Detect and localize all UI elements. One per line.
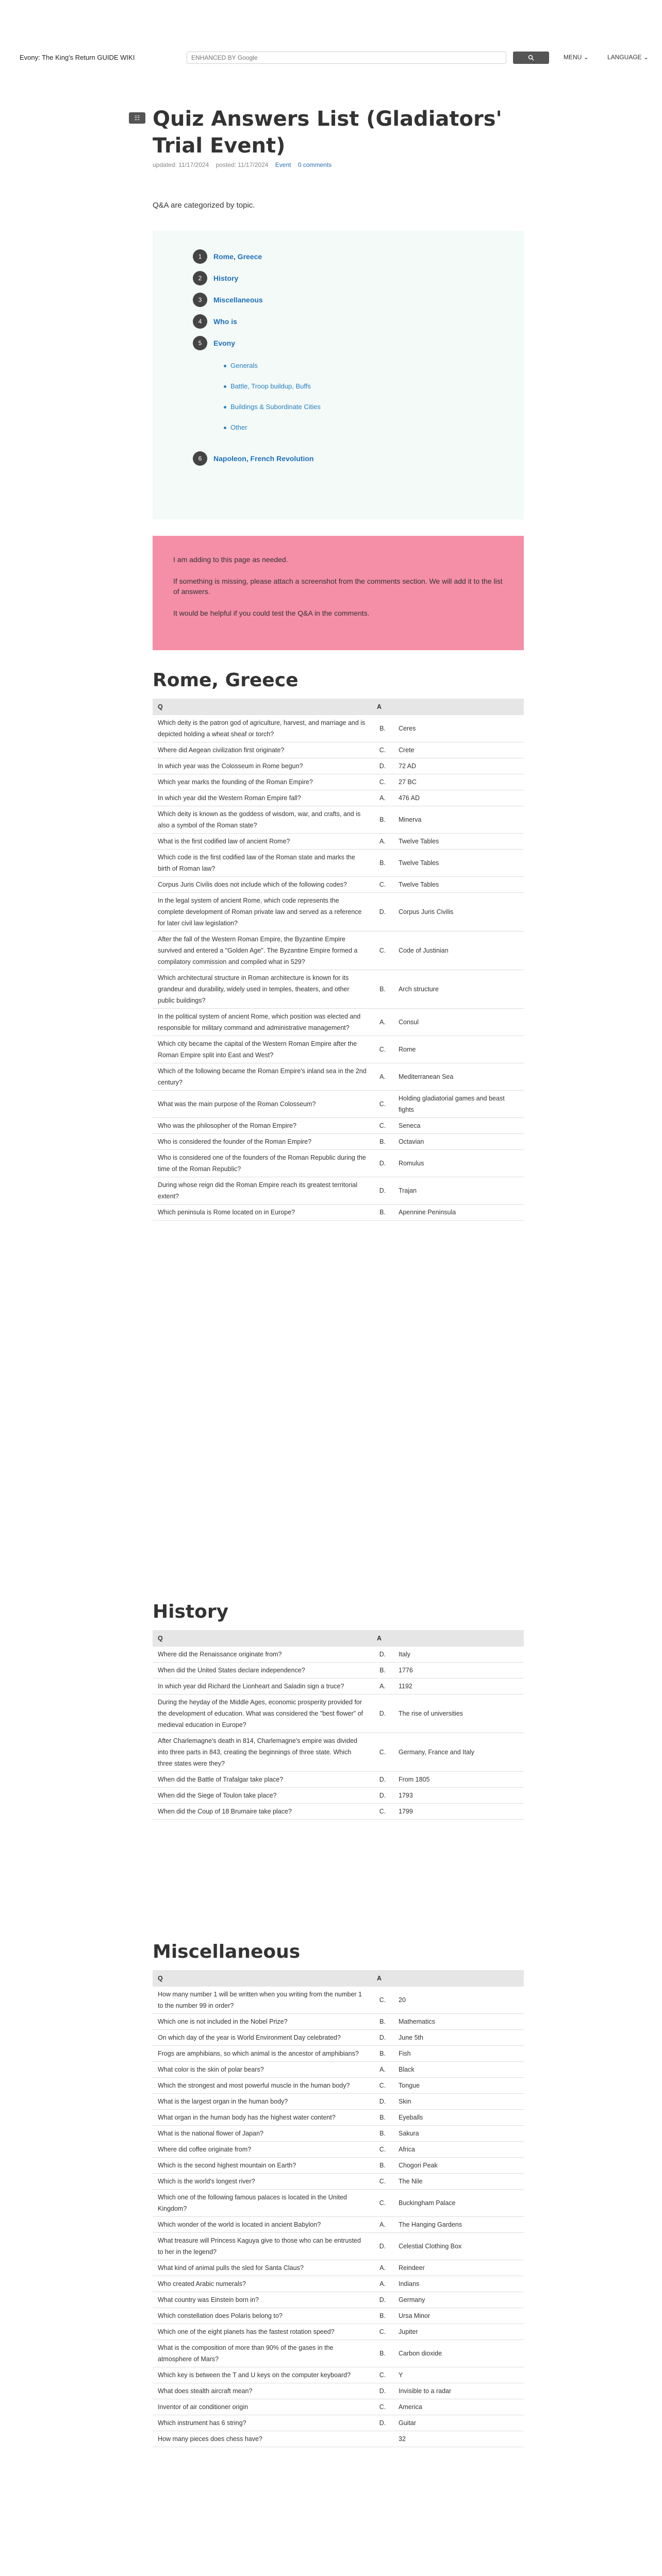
toc-number: 2 [193, 271, 207, 285]
option-letter-cell: B. [372, 2158, 393, 2174]
answer-cell: Celestial Clothing Box [393, 2233, 524, 2260]
toc-subitem-generals[interactable] [224, 362, 258, 369]
option-letter-cell: D. [372, 1788, 393, 1804]
toc-sublink[interactable]: Generals [230, 362, 258, 369]
question-cell: Frogs are amphibians, so which animal is the ancestor of amphibians? [153, 2046, 372, 2062]
option-letter-cell: B. [372, 1134, 393, 1150]
answer-cell: Code of Justinian [393, 931, 524, 970]
answer-cell: Trajan [393, 1177, 524, 1205]
option-letter-cell: C. [372, 1804, 393, 1820]
option-letter-cell: D. [372, 2383, 393, 2399]
table-row [153, 2014, 524, 2030]
table-row [153, 2046, 524, 2062]
answer-cell: Ursa Minor [393, 2308, 524, 2324]
option-letter-cell: B. [372, 1663, 393, 1679]
question-cell: Inventor of air conditioner origin [153, 2399, 372, 2415]
toc-sublink[interactable]: Other [230, 423, 247, 431]
answer-cell: Mediterranean Sea [393, 1063, 524, 1091]
table-row [153, 1205, 524, 1221]
question-cell: Where did coffee originate from? [153, 2142, 372, 2158]
option-letter-cell: B. [372, 970, 393, 1009]
section-title-miscellaneous: Miscellaneous [153, 1941, 301, 1962]
answer-cell: Italy [393, 1647, 524, 1663]
question-cell: What kind of animal pulls the sled for Santa Claus? [153, 2260, 372, 2276]
question-cell: Who was the philosopher of the Roman Empire? [153, 1118, 372, 1134]
question-cell: When did the Siege of Toulon take place? [153, 1788, 372, 1804]
toc-number: 1 [193, 249, 207, 264]
comments-link[interactable]: 0 comments [297, 161, 332, 168]
bullet-icon [224, 385, 226, 388]
intro-text: Q&A are categorized by topic. [153, 201, 255, 210]
language-button[interactable] [607, 54, 649, 61]
option-letter-cell: A. [372, 790, 393, 806]
option-letter-cell: B. [372, 1205, 393, 1221]
table-row [153, 2367, 524, 2383]
table-row [153, 2340, 524, 2367]
search-icon [528, 55, 534, 61]
question-cell: What is the largest organ in the human body? [153, 2094, 372, 2110]
toc-link[interactable]: Who is [213, 317, 237, 326]
table-row [153, 2260, 524, 2276]
question-cell: Who created Arabic numerals? [153, 2276, 372, 2292]
question-cell: Which wonder of the world is located in ancient Babylon? [153, 2217, 372, 2233]
toc-number: 6 [193, 451, 207, 466]
table-row [153, 2383, 524, 2399]
answer-cell: Arch structure [393, 970, 524, 1009]
answer-cell: Consul [393, 1009, 524, 1036]
question-cell: Where did the Renaissance originate from? [153, 1647, 372, 1663]
question-cell: In which year did Richard the Lionheart and Saladin sign a truce? [153, 1679, 372, 1694]
table-row [153, 2308, 524, 2324]
table-row [153, 1036, 524, 1063]
option-letter-cell: D. [372, 2233, 393, 2260]
question-cell: In the legal system of ancient Rome, which code represents the complete development of Roman private law and served as a reference for later civil law legislation? [153, 893, 372, 931]
table-row [153, 1772, 524, 1788]
question-cell: Which one is not included in the Nobel Prize? [153, 2014, 372, 2030]
answer-cell: Germany, France and Italy [393, 1733, 524, 1772]
site-name[interactable]: Evony: The King's Return GUIDE WIKI [20, 54, 135, 61]
option-letter-cell: D. [372, 1150, 393, 1177]
answer-cell: Black [393, 2062, 524, 2078]
column-header-q: Q [153, 1970, 372, 1987]
answer-cell: The Nile [393, 2174, 524, 2190]
book-icon: ☷ [129, 112, 145, 124]
answer-cell: Twelve Tables [393, 850, 524, 877]
question-cell: During the heyday of the Middle Ages, economic prosperity provided for the development of education. What was considered the "best flower" of medieval education in Europe? [153, 1694, 372, 1733]
column-header-a: A [372, 699, 524, 715]
table-row [153, 2190, 524, 2217]
question-cell: When did the Battle of Trafalgar take place? [153, 1772, 372, 1788]
table-row [153, 2126, 524, 2142]
answer-cell: America [393, 2399, 524, 2415]
option-letter-cell: B. [372, 2126, 393, 2142]
question-cell: On which day of the year is World Environment Day celebrated? [153, 2030, 372, 2046]
answer-cell: Mathematics [393, 2014, 524, 2030]
toc-link[interactable]: Rome, Greece [213, 252, 262, 261]
option-letter-cell: D. [372, 758, 393, 774]
answer-cell: June 5th [393, 2030, 524, 2046]
answer-cell: From 1805 [393, 1772, 524, 1788]
column-header-q: Q [153, 1630, 372, 1647]
table-row [153, 850, 524, 877]
answer-cell: Sakura [393, 2126, 524, 2142]
option-letter-cell: D. [372, 1772, 393, 1788]
question-cell: Which deity is known as the goddess of wisdom, war, and crafts, and is also a symbol of the Roman state? [153, 806, 372, 834]
table-row [153, 970, 524, 1009]
answer-cell: Skin [393, 2094, 524, 2110]
table-row [153, 1118, 524, 1134]
option-letter-cell: B. [372, 806, 393, 834]
option-letter-cell: D. [372, 1647, 393, 1663]
answer-cell: Jupiter [393, 2324, 524, 2340]
qa-table-history [153, 1630, 524, 1820]
table-row [153, 790, 524, 806]
table-row [153, 2110, 524, 2126]
table-header-row [153, 699, 524, 715]
table-row [153, 931, 524, 970]
table-row [153, 1733, 524, 1772]
option-letter-cell: A. [372, 1063, 393, 1091]
table-row [153, 834, 524, 850]
bullet-icon [224, 427, 226, 429]
column-header-q: Q [153, 699, 372, 715]
bullet-icon [224, 406, 226, 409]
question-cell: Which instrument has 6 string? [153, 2415, 372, 2431]
menu-button[interactable] [564, 54, 589, 61]
table-row [153, 2233, 524, 2260]
answer-cell: Romulus [393, 1150, 524, 1177]
answer-cell: Carbon dioxide [393, 2340, 524, 2367]
page-meta [153, 161, 332, 168]
answer-cell: Ceres [393, 715, 524, 742]
table-row [153, 1679, 524, 1694]
question-cell: After Charlemagne's death in 814, Charlemagne's empire was divided into three parts in 843, creating the beginnings of three state. Which three states were they? [153, 1733, 372, 1772]
table-row [153, 2399, 524, 2415]
question-cell: Who is considered one of the founders of the Roman Republic during the time of the Roman Republic? [153, 1150, 372, 1177]
option-letter-cell: B. [372, 2110, 393, 2126]
answer-cell: Twelve Tables [393, 834, 524, 850]
toc-sublink[interactable]: Buildings & Subordinate Cities [230, 403, 321, 411]
table-row [153, 1788, 524, 1804]
toc-sublink[interactable]: Battle, Troop buildup, Buffs [230, 382, 311, 390]
toc-item-evony[interactable] [193, 336, 235, 350]
question-cell: Which is the world's longest river? [153, 2174, 372, 2190]
question-cell: Which one of the following famous palaces is located in the United Kingdom? [153, 2190, 372, 2217]
notice-line: If something is missing, please attach a screenshot from the comments section. We will add it to the list of answers. [173, 577, 503, 596]
toc-item-who-is[interactable] [193, 314, 237, 329]
question-cell: Which key is between the T and U keys on the computer keyboard? [153, 2367, 372, 2383]
table-row [153, 715, 524, 742]
question-cell: Which peninsula is Rome located on in Europe? [153, 1205, 372, 1221]
toc-item-napoleon[interactable] [193, 451, 313, 466]
option-letter-cell: C. [372, 1091, 393, 1118]
option-letter-cell: C. [372, 2078, 393, 2094]
table-row [153, 2431, 524, 2447]
answer-cell: The Hanging Gardens [393, 2217, 524, 2233]
table-row [153, 2094, 524, 2110]
table-of-contents [153, 231, 524, 519]
answer-cell: 32 [393, 2431, 524, 2447]
question-cell: Which the strongest and most powerful muscle in the human body? [153, 2078, 372, 2094]
question-cell: Which of the following became the Roman Empire's inland sea in the 2nd century? [153, 1063, 372, 1091]
answer-cell: Invisible to a radar [393, 2383, 524, 2399]
table-row [153, 2324, 524, 2340]
toc-link[interactable]: History [213, 274, 239, 282]
question-cell: What organ in the human body has the highest water content? [153, 2110, 372, 2126]
option-letter-cell: A. [372, 2276, 393, 2292]
question-cell: Which constellation does Polaris belong to? [153, 2308, 372, 2324]
column-header-a: A [372, 1970, 524, 1987]
question-cell: Which year marks the founding of the Roman Empire? [153, 774, 372, 790]
answer-cell: Germany [393, 2292, 524, 2308]
option-letter-cell: D. [372, 2292, 393, 2308]
answer-cell: Fish [393, 2046, 524, 2062]
question-cell: Where did Aegean civilization first originate? [153, 742, 372, 758]
option-letter-cell: A. [372, 2260, 393, 2276]
question-cell: During whose reign did the Roman Empire reach its greatest territorial extent? [153, 1177, 372, 1205]
site-header [0, 52, 662, 64]
table-row [153, 1150, 524, 1177]
question-cell: Which is the second highest mountain on Earth? [153, 2158, 372, 2174]
question-cell: After the fall of the Western Roman Empire, the Byzantine Empire survived and entered a "Golden Age". The Byzantine Empire formed a compilatory commission and compiled what in 529? [153, 931, 372, 970]
table-row [153, 2142, 524, 2158]
bullet-icon [224, 365, 226, 367]
answer-cell: 1776 [393, 1663, 524, 1679]
question-cell: How many pieces does chess have? [153, 2431, 372, 2447]
answer-cell: 1799 [393, 1804, 524, 1820]
answer-cell: Indians [393, 2276, 524, 2292]
toc-subitem-other[interactable] [224, 423, 247, 431]
toc-number: 5 [193, 336, 207, 350]
table-row [153, 758, 524, 774]
answer-cell: Rome [393, 1036, 524, 1063]
table-row [153, 2276, 524, 2292]
answer-cell: 1192 [393, 1679, 524, 1694]
answer-cell: Buckingham Palace [393, 2190, 524, 2217]
question-cell: When did the United States declare independence? [153, 1663, 372, 1679]
option-letter-cell: B. [372, 850, 393, 877]
search-button[interactable] [513, 52, 549, 64]
table-row [153, 1091, 524, 1118]
section-title-rome: Rome, Greece [153, 670, 299, 691]
table-row [153, 893, 524, 931]
table-row [153, 774, 524, 790]
column-header-a: A [372, 1630, 524, 1647]
question-cell: What is the national flower of Japan? [153, 2126, 372, 2142]
table-row [153, 2292, 524, 2308]
option-letter-cell: C. [372, 2174, 393, 2190]
option-letter-cell: D. [372, 1177, 393, 1205]
option-letter-cell: C. [372, 931, 393, 970]
question-cell: Corpus Juris Civilis does not include which of the following codes? [153, 877, 372, 893]
question-cell: What treasure will Princess Kaguya give to those who can be entrusted to her in the legend? [153, 2233, 372, 2260]
question-cell: Which one of the eight planets has the fastest rotation speed? [153, 2324, 372, 2340]
option-letter-cell: A. [372, 2062, 393, 2078]
question-cell: What does stealth aircraft mean? [153, 2383, 372, 2399]
toc-number: 3 [193, 293, 207, 307]
answer-cell: Y [393, 2367, 524, 2383]
question-cell: What is the first codified law of ancient Rome? [153, 834, 372, 850]
toc-subitem-buildings[interactable] [224, 403, 321, 411]
search-box[interactable] [187, 52, 506, 64]
answer-cell: Chogori Peak [393, 2158, 524, 2174]
answer-cell: Minerva [393, 806, 524, 834]
answer-cell: Guitar [393, 2415, 524, 2431]
table-row [153, 742, 524, 758]
toc-link[interactable]: Miscellaneous [213, 296, 263, 304]
table-row [153, 2217, 524, 2233]
question-cell: In which year did the Western Roman Empire fall? [153, 790, 372, 806]
table-header-row [153, 1970, 524, 1987]
table-row [153, 1063, 524, 1091]
option-letter-cell: C. [372, 1036, 393, 1063]
option-letter-cell: C. [372, 1733, 393, 1772]
question-cell: When did the Coup of 18 Brumaire take place? [153, 1804, 372, 1820]
question-cell: In which year was the Colosseum in Rome begun? [153, 758, 372, 774]
option-letter-cell: B. [372, 2308, 393, 2324]
table-row [153, 877, 524, 893]
table-row [153, 1663, 524, 1679]
toc-link[interactable]: Evony [213, 339, 236, 347]
option-letter-cell: A. [372, 1009, 393, 1036]
answer-cell: 476 AD [393, 790, 524, 806]
option-letter-cell: D. [372, 2030, 393, 2046]
option-letter-cell: B. [372, 2014, 393, 2030]
question-cell: How many number 1 will be written when you writing from the number 1 to the number 99 in order? [153, 1987, 372, 2014]
toc-item-rome[interactable] [193, 249, 262, 264]
chevron-down-icon: ⌄ [643, 54, 649, 61]
table-row [153, 1694, 524, 1733]
answer-cell: Africa [393, 2142, 524, 2158]
option-letter-cell: B. [372, 2046, 393, 2062]
option-letter-cell [372, 2431, 393, 2447]
answer-cell: The rise of universities [393, 1694, 524, 1733]
qa-table-rome [153, 699, 524, 1221]
option-letter-cell: A. [372, 1679, 393, 1694]
section-title-history: History [153, 1601, 229, 1622]
qa-table-miscellaneous [153, 1970, 524, 2447]
option-letter-cell: B. [372, 2340, 393, 2367]
question-cell: Who is considered the founder of the Roman Empire? [153, 1134, 372, 1150]
option-letter-cell: D. [372, 2094, 393, 2110]
toc-item-miscellaneous[interactable] [193, 293, 263, 307]
table-row [153, 2030, 524, 2046]
answer-cell: 27 BC [393, 774, 524, 790]
table-row [153, 1134, 524, 1150]
question-cell: What color is the skin of polar bears? [153, 2062, 372, 2078]
option-letter-cell: C. [372, 2324, 393, 2340]
table-row [153, 2078, 524, 2094]
option-letter-cell: C. [372, 1987, 393, 2014]
notice-line: It would be helpful if you could test the Q&A in the comments. [173, 609, 370, 617]
table-row [153, 1987, 524, 2014]
table-row [153, 1804, 524, 1820]
table-row [153, 1177, 524, 1205]
posted-date: posted: 11/17/2024 [216, 161, 269, 168]
question-cell: In the political system of ancient Rome, which position was elected and responsible for military command and administrative management? [153, 1009, 372, 1036]
question-cell: Which code is the first codified law of the Roman state and marks the birth of Roman law? [153, 850, 372, 877]
answer-cell: Twelve Tables [393, 877, 524, 893]
question-cell: Which architectural structure in Roman architecture is known for its grandeur and durability, widely used in temples, theaters, and other public buildings? [153, 970, 372, 1009]
tag-link[interactable]: Event [275, 161, 291, 168]
answer-cell: Reindeer [393, 2260, 524, 2276]
answer-cell: Crete [393, 742, 524, 758]
answer-cell: Apennine Peninsula [393, 1205, 524, 1221]
answer-cell: Octavian [393, 1134, 524, 1150]
toc-number: 4 [193, 314, 207, 329]
question-cell: What is the composition of more than 90% of the gases in the atmosphere of Mars? [153, 2340, 372, 2367]
option-letter-cell: C. [372, 2367, 393, 2383]
language-label: LANGUAGE [607, 54, 642, 61]
table-row [153, 2158, 524, 2174]
toc-item-history[interactable] [193, 271, 238, 285]
option-letter-cell: D. [372, 1694, 393, 1733]
option-letter-cell: C. [372, 742, 393, 758]
option-letter-cell: D. [372, 893, 393, 931]
question-cell: What was the main purpose of the Roman Colosseum? [153, 1091, 372, 1118]
table-row [153, 2062, 524, 2078]
page-title: Quiz Answers List (Gladiators' Trial Event) [153, 107, 502, 158]
table-row [153, 2415, 524, 2431]
option-letter-cell: D. [372, 2415, 393, 2431]
search-input[interactable] [187, 52, 506, 63]
answer-cell: Corpus Juris Civilis [393, 893, 524, 931]
answer-cell: 1793 [393, 1788, 524, 1804]
answer-cell: Eyeballs [393, 2110, 524, 2126]
notice-box [153, 536, 524, 650]
answer-cell: Seneca [393, 1118, 524, 1134]
question-cell: Which city became the capital of the Western Roman Empire after the Roman Empire split into East and West? [153, 1036, 372, 1063]
title-wrap [153, 106, 524, 159]
option-letter-cell: C. [372, 2190, 393, 2217]
answer-cell: Tongue [393, 2078, 524, 2094]
option-letter-cell: C. [372, 2142, 393, 2158]
option-letter-cell: C. [372, 877, 393, 893]
notice-line: I am adding to this page as needed. [173, 555, 288, 564]
chevron-down-icon: ⌄ [583, 54, 589, 61]
question-cell: Which deity is the patron god of agriculture, harvest, and marriage and is depicted holding a wheat sheaf or torch? [153, 715, 372, 742]
question-cell: What country was Einstein born in? [153, 2292, 372, 2308]
table-row [153, 1009, 524, 1036]
table-row [153, 806, 524, 834]
answer-cell: Holding gladiatorial games and beast fights [393, 1091, 524, 1118]
option-letter-cell: C. [372, 2399, 393, 2415]
option-letter-cell: C. [372, 774, 393, 790]
toc-link[interactable]: Napoleon, French Revolution [213, 454, 314, 463]
table-header-row [153, 1630, 524, 1647]
option-letter-cell: A. [372, 834, 393, 850]
table-row [153, 2174, 524, 2190]
menu-label: MENU [564, 54, 582, 61]
updated-date: updated: 11/17/2024 [153, 161, 209, 168]
toc-subitem-battle[interactable] [224, 382, 311, 390]
answer-cell: 20 [393, 1987, 524, 2014]
option-letter-cell: C. [372, 1118, 393, 1134]
table-row [153, 1647, 524, 1663]
option-letter-cell: B. [372, 715, 393, 742]
option-letter-cell: A. [372, 2217, 393, 2233]
answer-cell: 72 AD [393, 758, 524, 774]
